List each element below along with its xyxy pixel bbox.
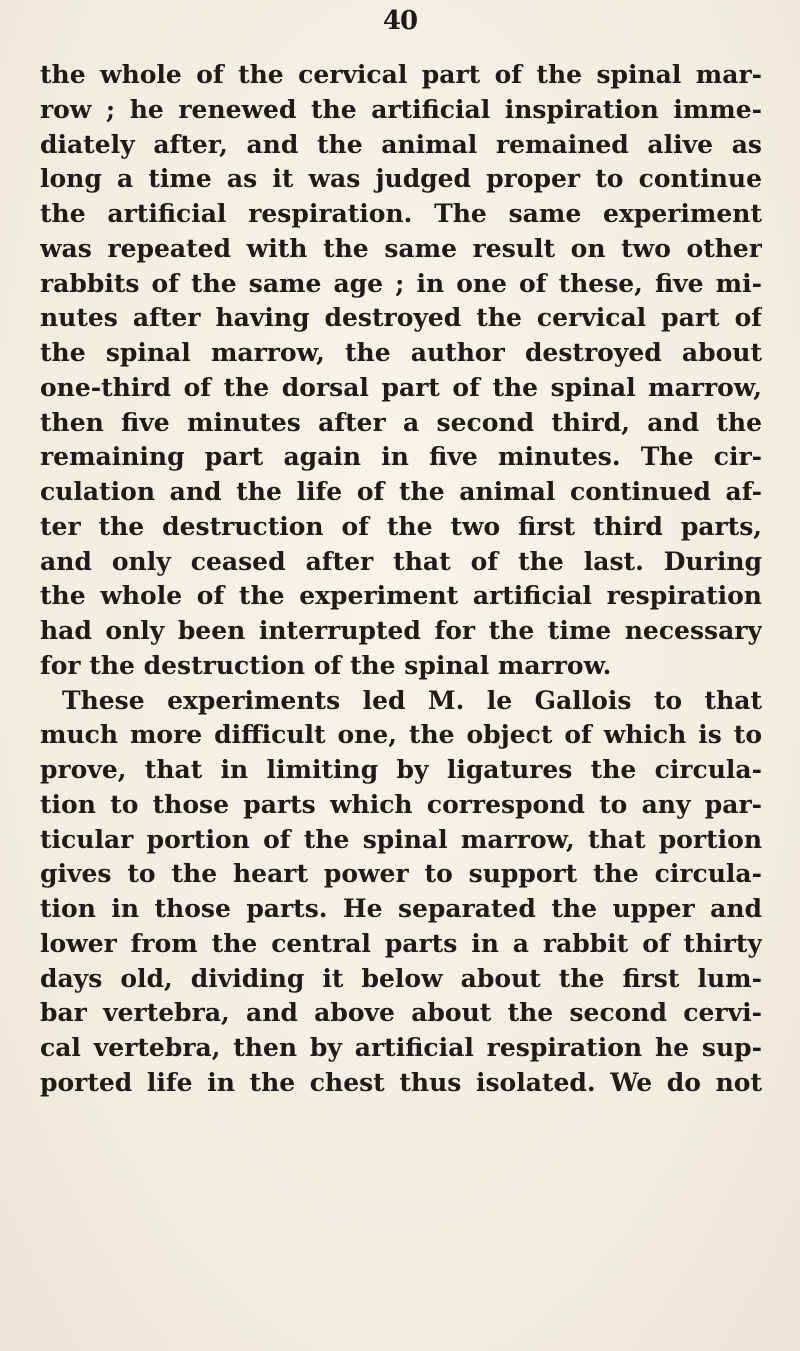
text-line: the spinal marrow, the author destroyed about xyxy=(40,338,762,367)
text-line: row ; he renewed the artificial inspiration imme- xyxy=(40,94,762,124)
page-number: 40 xyxy=(382,6,418,36)
text-line: bar vertebra, and above about the second cervi- xyxy=(40,998,762,1028)
text-line: was repeated with the same result on two other xyxy=(40,233,762,263)
text-line: diately after, and the animal remained alive as xyxy=(40,129,762,159)
text-line: ter the destruction of the two first third parts, xyxy=(40,511,762,541)
text-line: remaining part again in five minutes. The cir- xyxy=(40,442,762,472)
text-line: culation and the life of the animal continued af- xyxy=(40,477,762,506)
text-line: and only ceased after that of the last. During xyxy=(40,546,762,576)
body-text xyxy=(40,58,762,1101)
text-line: gives to the heart power to support the circula- xyxy=(40,859,762,889)
text-line: lower from the central parts in a rabbit of thirty xyxy=(40,928,762,958)
text-line: days old, dividing it below about the first lum- xyxy=(40,963,762,993)
text-line: the whole of the cervical part of the spinal mar- xyxy=(40,60,762,89)
text-line: nutes after having destroyed the cervical part of xyxy=(40,303,762,333)
text-line: much more difficult one, the object of which is to xyxy=(40,720,762,750)
text-line: cal vertebra, then by artificial respiration he sup- xyxy=(40,1033,762,1062)
paragraph-start-line: These experiments led M. le Gallois to that xyxy=(62,685,762,715)
text-line: tion in those parts. He separated the upper and xyxy=(40,894,762,923)
text-line: prove, that in limiting by ligatures the circula- xyxy=(40,755,762,784)
text-line: ported life in the chest thus isolated. We do not xyxy=(40,1067,762,1097)
paragraph-end-line: for the destruction of the spinal marrow. xyxy=(40,650,612,680)
text-line: the artificial respiration. The same experiment xyxy=(40,199,762,228)
text-line: one-third of the dorsal part of the spinal marrow, xyxy=(40,372,762,402)
text-line: rabbits of the same age ; in one of these, five mi- xyxy=(40,268,762,298)
text-line: tion to those parts which correspond to any par- xyxy=(40,789,762,819)
text-line: had only been interrupted for the time necessary xyxy=(40,616,762,645)
text-line: long a time as it was judged proper to continue xyxy=(40,164,762,194)
text-line: the whole of the experiment artificial respiration xyxy=(40,581,762,611)
text-line: then five minutes after a second third, and the xyxy=(40,407,762,437)
text-line: ticular portion of the spinal marrow, that portion xyxy=(40,824,762,854)
